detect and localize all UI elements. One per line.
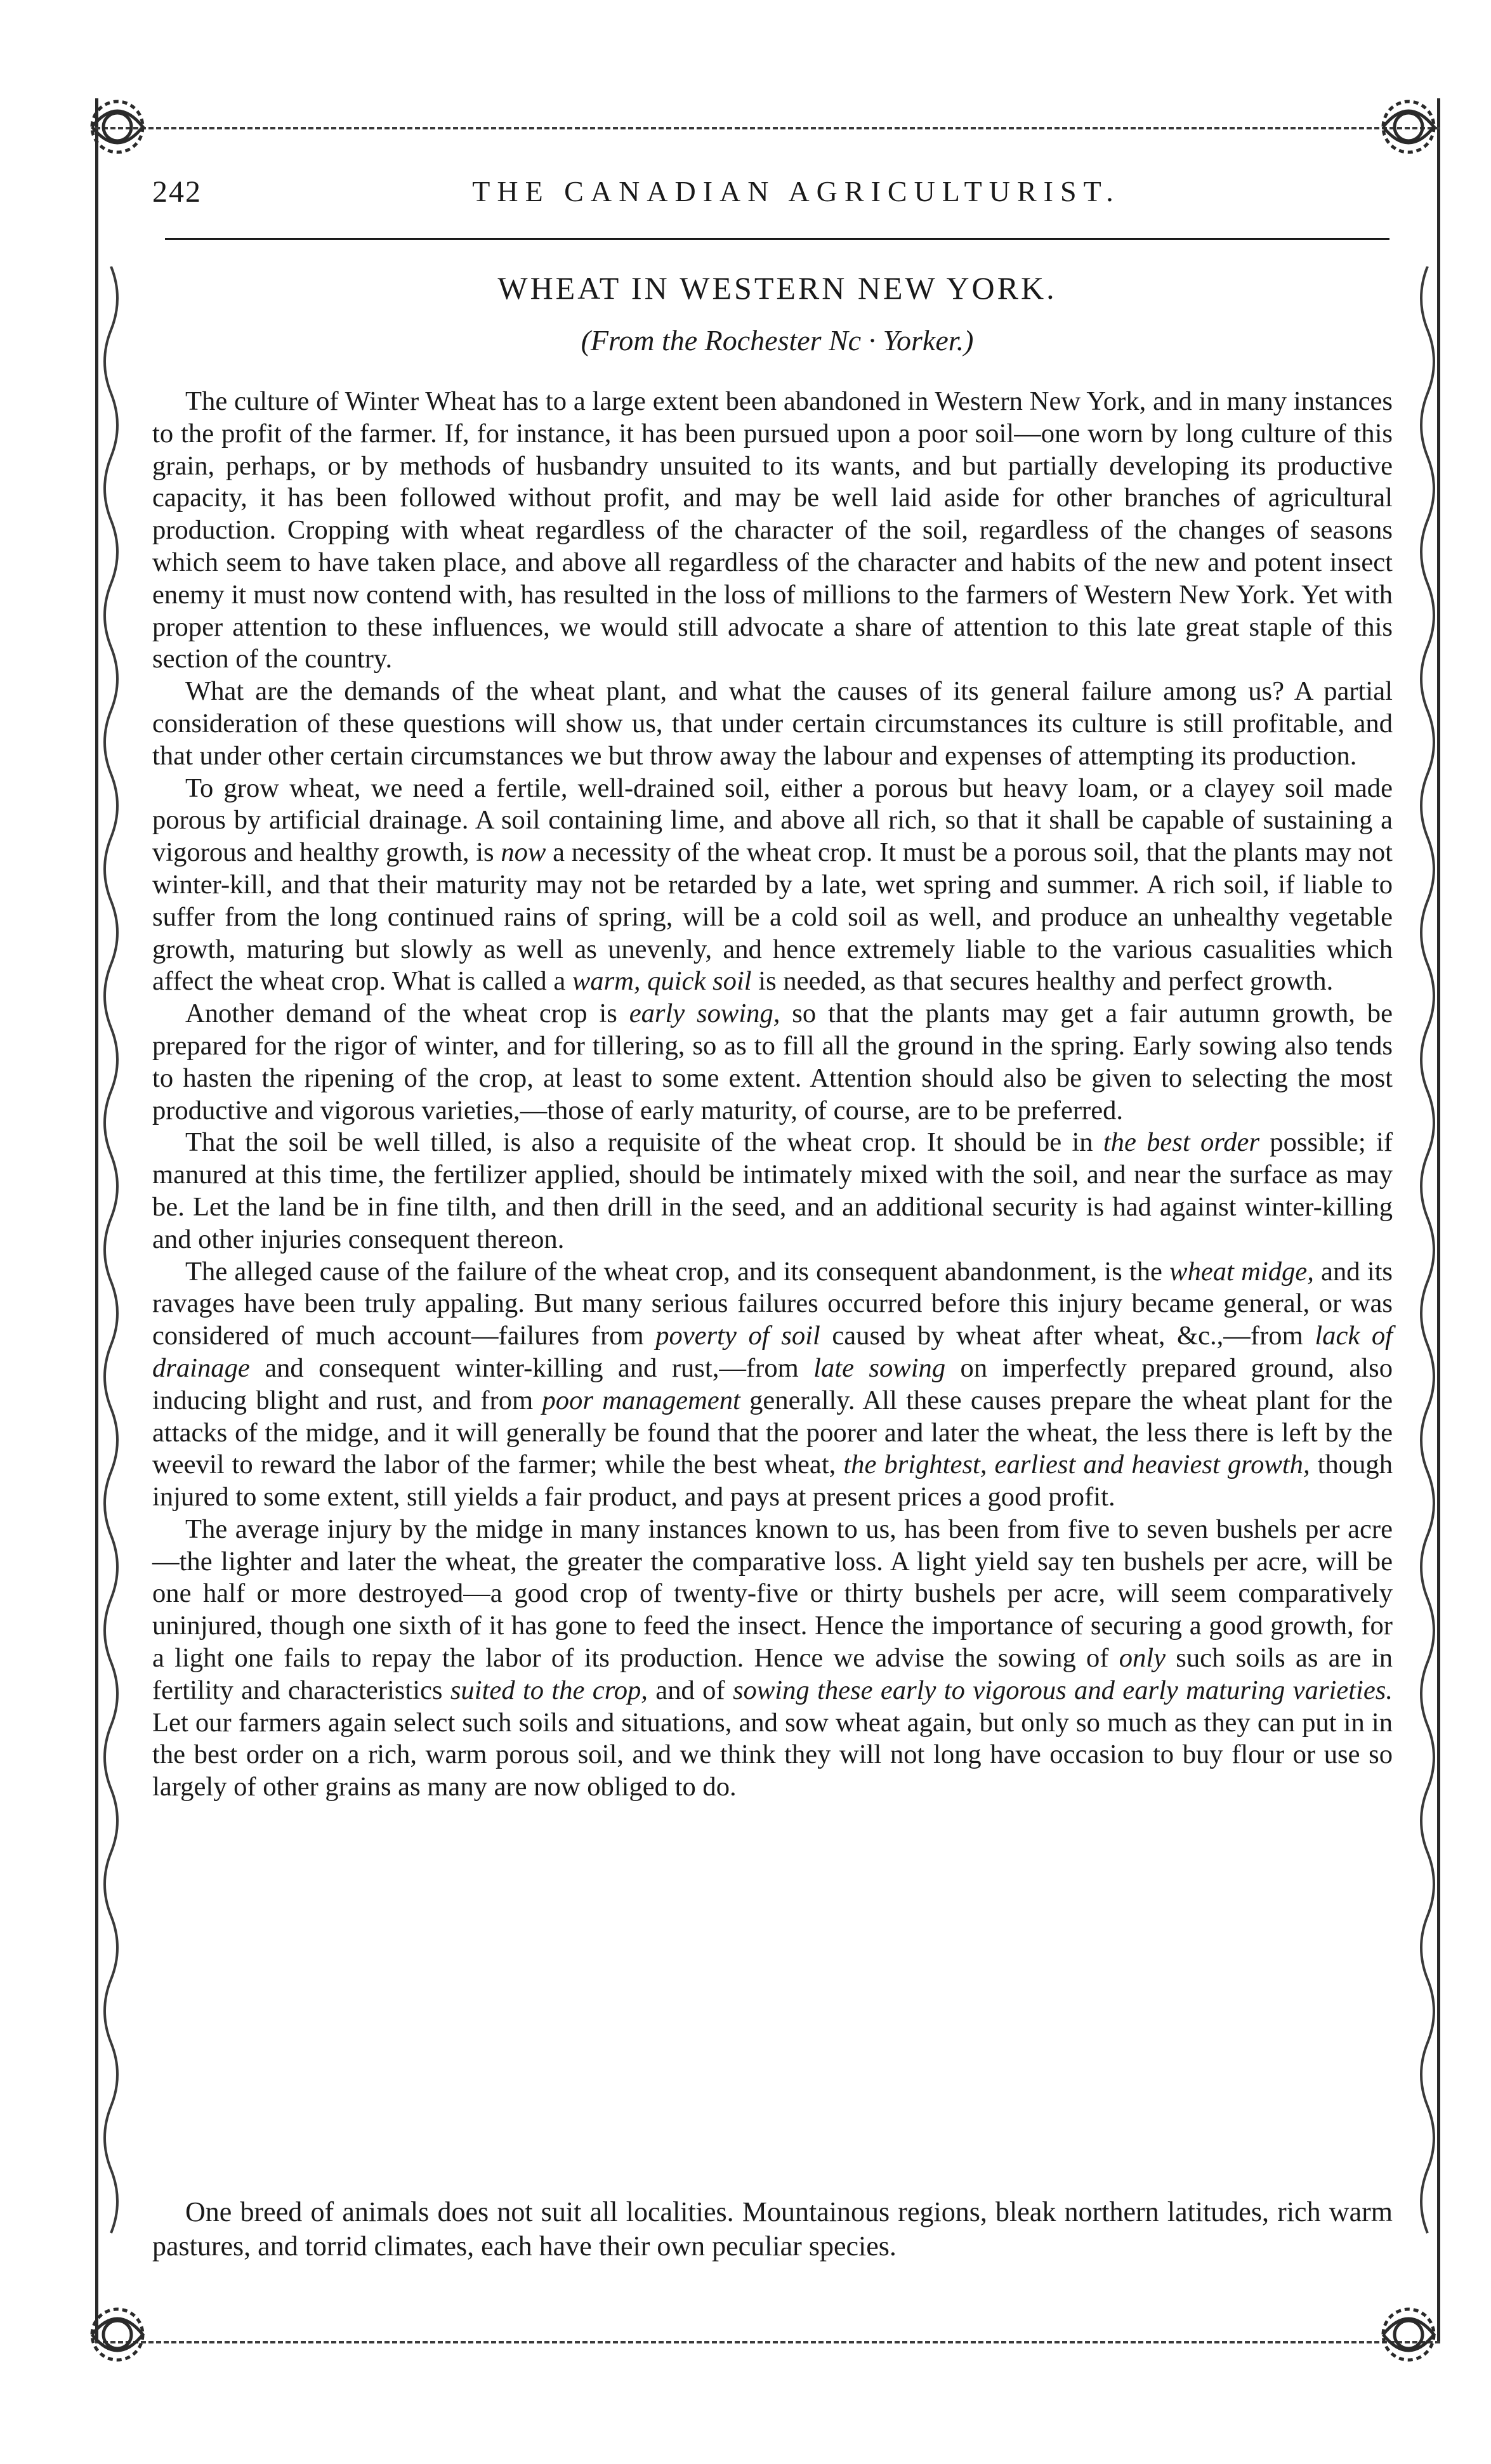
top-ornament-rule <box>95 127 1440 133</box>
text-run: and consequent winter-killing and rust,—from <box>249 1353 814 1383</box>
text-run: The average injury by the midge in many instances known to us, has been from five to seven bushels per acre—the lighter and later the wheat, the greater the comparative loss. A light yield say ten bushels per acre, will be one half or more destroyed—a good crop of twenty-five or thirty bushels per acre, will seem comparatively uninjured, though one sixth of it has gone to feed the insect. Hence the importance of securing a good growth, for a light one fails to repay the labor of its production. Hence we advise the sowing of <box>152 1514 1393 1674</box>
article-body <box>152 386 1393 1804</box>
text-run: and its ravages have been truly appaling. But many serious failures occurred before this injury became general, or was considered of much account—failures from <box>152 1256 1393 1351</box>
text-run: generally. All these causes prepare the wheat plant for the attacks of the midge, and it will generally be found that the poorer and later the wheat, the less there is left by the weevil to reward the labor of the farmer; while the best wheat, <box>152 1385 1393 1480</box>
text-run: on imperfectly prepared ground, also inducing blight and rust, and from <box>152 1353 1393 1415</box>
text-run: The alleged cause of the failure of the wheat crop, and its consequent abandonment, is the <box>185 1256 1170 1287</box>
article-title: WHEAT IN WESTERN NEW YORK. <box>497 270 1057 306</box>
article-paragraph <box>152 998 1393 1127</box>
article-paragraph <box>152 1256 1393 1514</box>
closing-paragraph: One breed of animals does not suit all localities. Mountainous regions, bleak northern latitudes, rich warm pastures, and torrid climates, each have their own peculiar species. <box>152 2196 1393 2262</box>
italic-run: poverty of soil <box>655 1321 820 1351</box>
corner-ornament-icon <box>79 2297 155 2373</box>
running-head <box>152 162 1389 219</box>
text-run: though injured to some extent, still yields a fair product, and pays at present prices a good profit. <box>152 1450 1393 1512</box>
italic-run: late sowing <box>813 1353 946 1383</box>
text-run: That the soil be well tilled, is also a requisite of the wheat crop. It should be in <box>185 1127 1103 1158</box>
text-run: so that the plants may get a fair autumn growth, be prepared for the rigor of winter, and for tillering, so as to fill all the ground in the spring. Early sowing also tends to hasten the ripening of the crop, at least to some extent. Attention should also be given to selecting the most productive and vigorous varieties,—those of early maturity, of course, are to be preferred. <box>152 999 1393 1125</box>
text-run: Let our farmers again select such soils and situations, and sow wheat again, but only so much as they can put in in the best order on a rich, warm porous soil, and we think they will not long have occasion to buy flour or use so largely of other grains as many are now obliged to do. <box>152 1707 1393 1802</box>
bottom-ornament-rule <box>95 2341 1440 2347</box>
italic-run: warm, quick soil <box>572 966 752 997</box>
closing-note <box>152 2195 1393 2264</box>
right-wave-ornament-icon <box>1412 266 1443 2265</box>
article-paragraph <box>152 773 1393 999</box>
article-paragraph <box>152 386 1393 676</box>
italic-run: lack of drainage <box>152 1321 1393 1383</box>
text-run: To grow wheat, we need a fertile, well-drained soil, either a porous but heavy loam, or a clayey soil made porous by artificial drainage. A soil containing lime, and above all rich, so that it shall be capable of sustaining a vigorous and healthy growth, is <box>152 773 1393 868</box>
italic-run: poor management <box>542 1385 740 1415</box>
text-run: possible; if manured at this time, the fertilizer applied, should be intimately mixed with the soil, and near the surface as may be. Let the land be in fine tilth, and then drill in the seed, and an additional security is had against winter-killing and other injuries consequent thereon. <box>152 1127 1393 1254</box>
text-run: The culture of Winter Wheat has to a large extent been abandoned in Western New York, and in many instances to the profit of the farmer. If, for instance, it has been pursued upon a poor soil—one worn by long culture of this grain, perhaps, or by methods of husbandry unsuited to its wants, and but partially developing its productive capacity, it has been followed without profit, and may be well laid aside for other branches of agricultural production. Cropping with wheat regardless of the character of the soil, regardless of the changes of seasons which seem to have taken place, and above all regardless of the character and habits of the new and potent insect enemy it must now contend with, has resulted in the loss of millions to the farmers of Western New York. Yet with proper attention to these influences, we would still advocate a share of attention to this late great staple of this section of the country. <box>152 386 1393 674</box>
header-rule <box>165 238 1389 240</box>
left-wave-ornament-icon <box>95 266 127 2265</box>
article-paragraph <box>152 676 1393 772</box>
page-number: 242 <box>152 175 202 209</box>
text-run: Another demand of the wheat crop is <box>185 999 629 1029</box>
article-source: (From the Rochester Nc · Yorker.) <box>581 324 974 357</box>
italic-run: only <box>1119 1643 1166 1674</box>
article-paragraph <box>152 1127 1393 1255</box>
italic-run: early sowing, <box>629 999 780 1029</box>
journal-title: THE CANADIAN AGRICULTURIST. <box>472 175 1120 207</box>
italic-run: the best order <box>1103 1127 1260 1158</box>
italic-run: wheat midge, <box>1169 1256 1314 1287</box>
corner-ornament-icon <box>79 89 155 165</box>
text-run: a necessity of the wheat crop. It must be a porous soil, that the plants may not winter-kill, and that their maturity may not be retarded by a late, wet spring and summer. A rich soil, if liable to suffer from the long continued rains of spring, will be a cold soil as well, and produce an unhealthy vegetable growth, maturing but slowly as well as unevenly, and hence extremely liable to the various casualities which affect the wheat crop. What is called a <box>152 837 1393 997</box>
text-run: such soils as are in fertility and characteristics <box>152 1643 1393 1705</box>
italic-run: suited to the crop, <box>450 1675 648 1705</box>
article-paragraph <box>152 1514 1393 1804</box>
corner-ornament-icon <box>1370 89 1447 165</box>
text-run: caused by wheat after wheat, &c.,—from <box>820 1321 1315 1351</box>
italic-run: the brightest, earliest and heaviest growth, <box>843 1450 1310 1480</box>
text-run: and of <box>647 1675 733 1705</box>
text-run: What are the demands of the wheat plant, and what the causes of its general failure among us? A partial consideration of these questions will show us, that under certain circumstances its culture is still profitable, and that under other certain circumstances we but throw away the labour and expenses of attempting its production. <box>152 676 1393 771</box>
corner-ornament-icon <box>1370 2297 1447 2373</box>
italic-run: now <box>501 837 546 868</box>
italic-run: sowing these early to vigorous and early maturing varieties. <box>732 1675 1393 1705</box>
text-run: is needed, as that secures healthy and perfect growth. <box>751 966 1334 997</box>
